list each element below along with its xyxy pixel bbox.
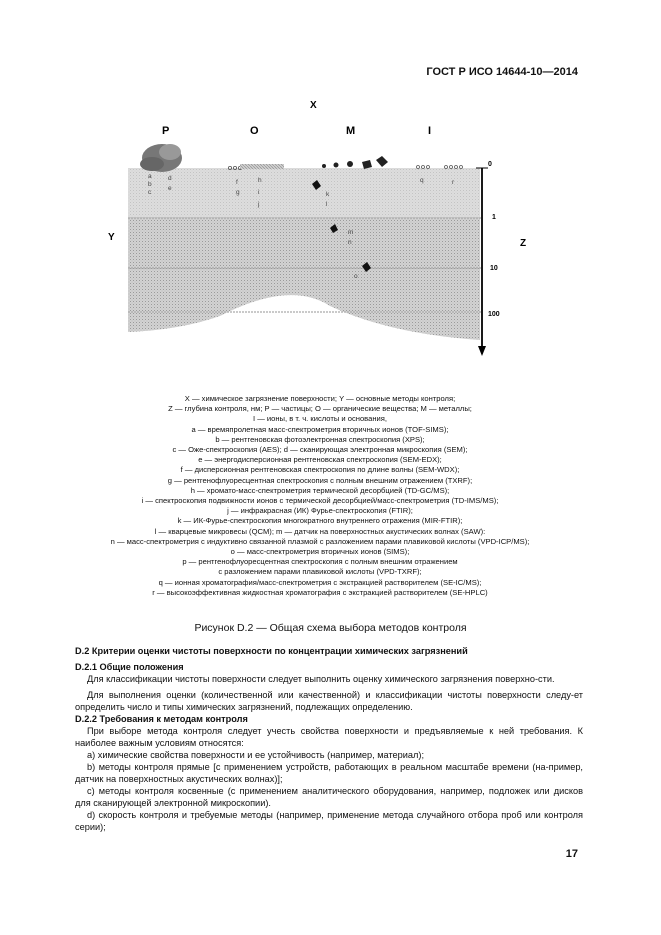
method-selection-figure [100, 94, 540, 364]
legend-line: n — масс-спектрометрия с индуктивно связанной плазмой с разложением парами плавиковой кислоты (VPD-ICP/MS); [110, 536, 530, 546]
method-letter: j [258, 201, 260, 208]
section-d2 [75, 645, 583, 833]
column-organics-label: O [250, 125, 259, 137]
legend-line: q — ионная хроматография/масс-спектрометрия с экстракцией растворителем (SE-IC/MS); [158, 577, 482, 587]
axis-y-label: Y [108, 232, 115, 243]
legend-line: I — ионы, в т. ч. кислоты и основания, [252, 414, 388, 424]
section-heading-d21: D.2.1 Общие положения [75, 662, 184, 672]
column-metals-label: M [346, 125, 356, 137]
section-heading-d2: D.2 Критерии оценки чистоты поверхности по концентрации химических загрязнений [75, 646, 468, 656]
method-letter: m [348, 229, 354, 236]
axis-z-label: Z [520, 238, 527, 249]
legend-line: с разложением парами плавиковой кислоты (VPD-TXRF); [218, 567, 422, 577]
legend-line: k — ИК-Фурье-спектроскопия многократного внутреннего отражения (MIR-FTIR); [177, 516, 463, 526]
legend-line: l — кварцевые микровесы (QCM); m — датчик на поверхностных акустических волнах (SAW): [154, 526, 486, 536]
legend-line: f — дисперсионная рентгеновская спектроскопия по длине волны (SEM-WDX); [180, 465, 460, 475]
method-letter: b [148, 181, 152, 188]
legend-line: j — инфракрасная (ИК) Фурье-спектроскопия (FTIR); [227, 506, 413, 516]
paragraph: Для выполнения оценки (количественной или качественной) и классификации чистоты поверхности следу-ет определить число и типы химических загрязнений, подлежащих определению. [75, 690, 583, 712]
legend-line: h — хромато-масс-спектрометрия термической десорбцией (TD-GC/MS); [190, 485, 450, 495]
depth-label-1: 1 [492, 214, 496, 221]
method-letter: g [236, 189, 240, 196]
axis-x-label: X [310, 100, 317, 111]
legend-line: r — высокоэффективная жидкостная хроматография с экстракцией растворителем (SE-HPLC) [152, 587, 488, 597]
legend-line: e — энергодисперсионная рентгеновская спектроскопия (SEM-EDX); [198, 455, 442, 465]
method-letter: q [420, 177, 424, 184]
method-letter: r [452, 179, 455, 186]
method-letter: i [258, 189, 260, 196]
method-letter: d [168, 175, 172, 182]
method-letter: k [326, 191, 330, 198]
metal-contaminants [322, 156, 388, 169]
figure-legend [40, 394, 600, 598]
legend-line: a — времяпролетная масс-спектрометрия вторичных ионов (TOF-SIMS); [191, 424, 449, 434]
method-letter: n [348, 239, 352, 246]
page-number: 17 [565, 848, 578, 860]
method-letter: l [326, 201, 328, 208]
method-letter: e [168, 185, 172, 192]
method-letter: c [148, 189, 152, 196]
legend-line: b — рентгеновская фотоэлектронная спектроскопия (XPS); [215, 434, 425, 444]
method-letter: a [148, 173, 152, 180]
method-letter: h [258, 177, 262, 184]
depth-label-10: 10 [490, 265, 498, 272]
column-particles-label: P [162, 125, 170, 137]
legend-line: g — рентгенофлуоресцентная спектроскопия с полным внешним отражением (TXRF); [167, 475, 473, 485]
depth-arrow-head [478, 346, 486, 356]
depth-label-100: 100 [488, 311, 500, 318]
particle-lump [140, 144, 182, 172]
method-letter: f [236, 179, 238, 186]
column-ions-label: I [428, 125, 432, 137]
figure-caption: Рисунок D.2 — Общая схема выбора методов контроля [194, 622, 467, 634]
list-item: d) скорость контроля и требуемые методы (например, применение метода случайного отбора проб или контроля серии); [75, 810, 583, 832]
legend-line: o — масс-спектрометрия вторичных ионов (SIMS); [230, 547, 410, 557]
list-item: b) методы контроля прямые [с применением устройств, работающих в реальном масштабе времени (на-пример, датчик на поверхностных акустических волнах)]; [75, 762, 583, 784]
section-heading-d22: D.2.2 Требования к методам контроля [75, 714, 248, 724]
list-item: a) химические свойства поверхности и ее устойчивость (например, материал); [87, 750, 424, 760]
figure-svg [100, 94, 540, 364]
organic-film [240, 164, 284, 169]
paragraph: Для классификации чистоты поверхности следует выполнить оценку химического загрязнения поверхно-сти. [87, 674, 555, 684]
legend-line: i — спектроскопия подвижности ионов с термической десорбцией/масс-спектрометрия (TD-IMS/MS); [141, 496, 499, 506]
method-letter: o [354, 273, 358, 280]
paragraph: При выборе метода контроля следует учесть свойства поверхности и предъявляемые к ней требования. К наиболее важным условиям относятся: [75, 726, 583, 748]
legend-line: X — химическое загрязнение поверхности; Y — основные методы контроля; [184, 394, 456, 403]
document-code: ГОСТ Р ИСО 14644-10—2014 [426, 66, 578, 78]
legend-line: Z — глубина контроля, нм; P — частицы; O — органические вещества; M — металлы; [168, 404, 472, 414]
legend-line: p — рентгенофлуоресцентная спектроскопия с полным внешним отражением [182, 557, 458, 567]
depth-label-0: 0 [488, 161, 492, 168]
list-item: c) методы контроля косвенные (с применением аналитического оборудования, например, подложек или дисков для сканирующей электронной микроскопии). [75, 786, 583, 808]
surface-layer [128, 168, 480, 218]
legend-line: c — Оже-спектроскопия (AES); d — сканирующая электронная микроскопия (SEM); [172, 445, 468, 455]
